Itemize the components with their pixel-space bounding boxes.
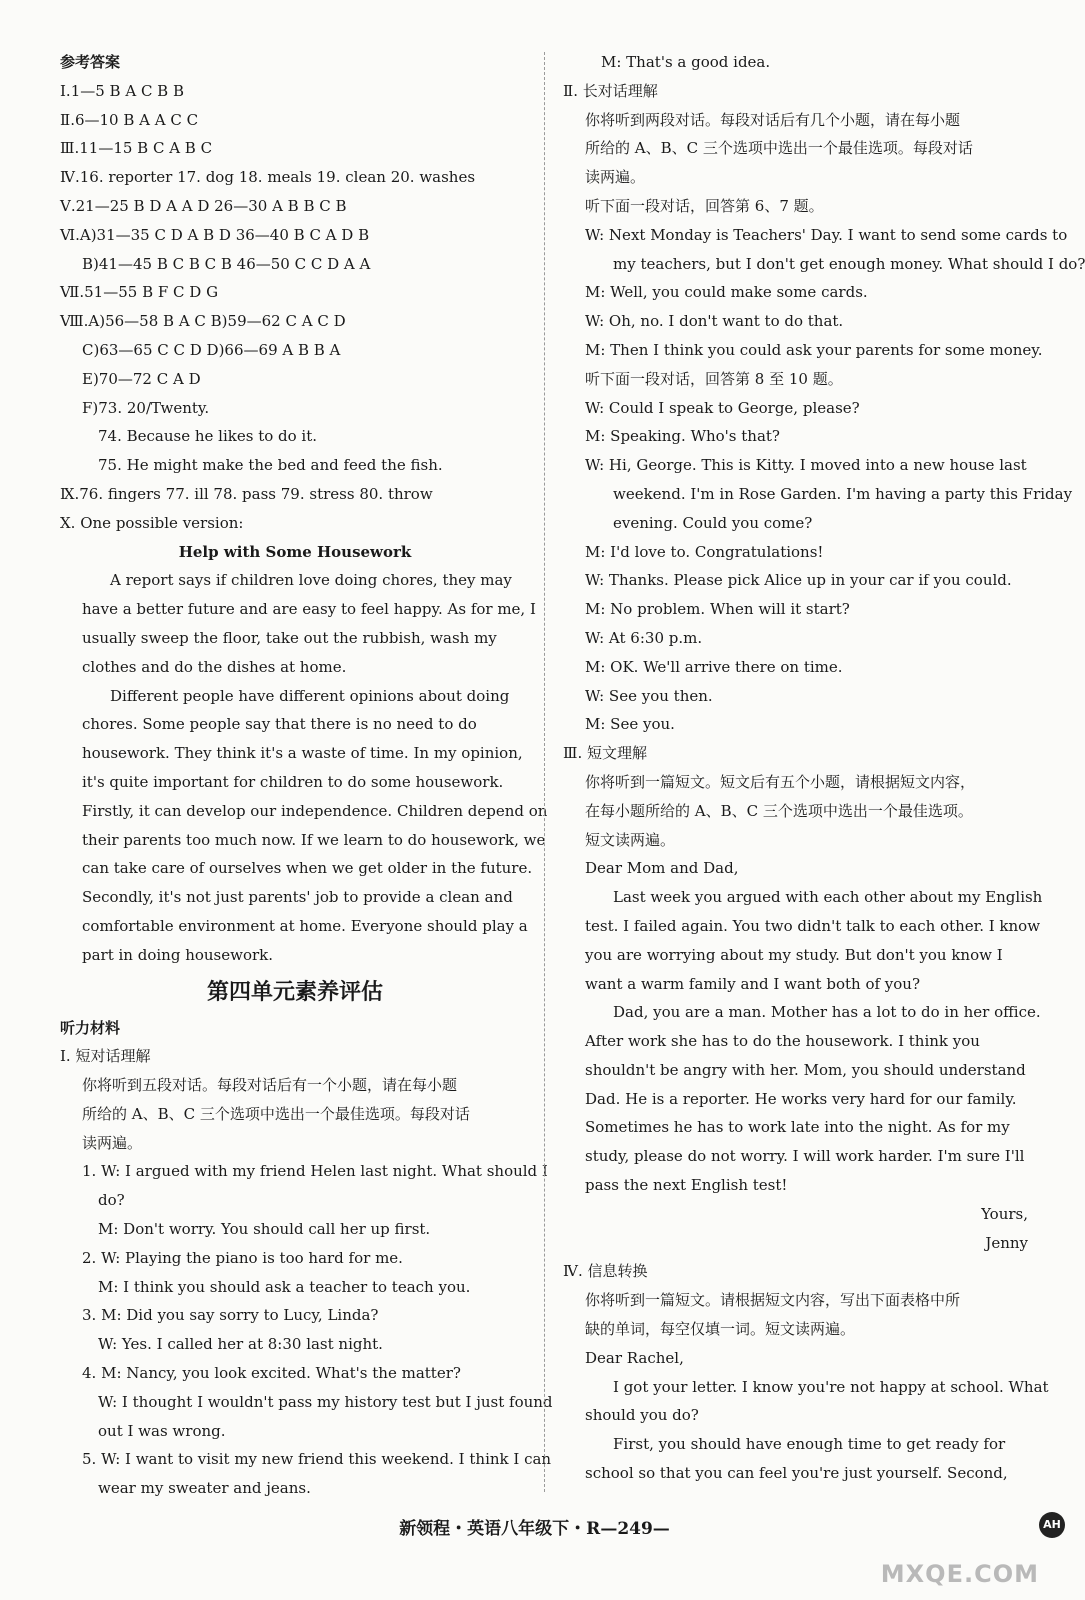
text-line: 你将听到五段对话。每段对话后有一个小题，请在每小题 <box>82 1076 458 1095</box>
text-line: study, please do not worry. I will work harder. I'm sure I'll <box>585 1147 1025 1166</box>
text-line: Secondly, it's not just parents' job to provide a clean and <box>82 888 513 907</box>
text-line: M: No problem. When will it start? <box>585 600 850 619</box>
text-line: Ⅸ.76. fingers 77. ill 78. pass 79. stress 80. throw <box>60 484 433 503</box>
text-line: wear my sweater and jeans. <box>98 1479 311 1498</box>
text-line: do? <box>98 1191 125 1210</box>
text-line: 第四单元素养评估 <box>206 978 383 1005</box>
text-line: clothes and do the dishes at home. <box>82 657 347 676</box>
text-line: their parents too much now. If we learn to do housework, we <box>82 830 546 849</box>
text-line: comfortable environment at home. Everyone should play a <box>82 916 528 935</box>
page-footer: 新领程・英语八年级下・R—249— <box>399 1519 670 1539</box>
text-line: have a better future and are easy to feel happy. As for me, I <box>82 600 536 619</box>
text-line: Ⅵ.A)31—35 C D A B D 36—40 B C A D B <box>60 225 370 244</box>
text-line: 听力材料 <box>60 1018 121 1037</box>
text-line: school so that you can feel you're just yourself. Second, <box>585 1464 1008 1483</box>
text-line: Ⅴ.21—25 B D A A D 26—30 A B B C B <box>60 196 347 215</box>
text-line: Firstly, it can develop our independence. Children depend on <box>82 801 548 820</box>
text-line: 听下面一段对话，回答第 6、7 题。 <box>585 196 824 215</box>
column-divider <box>544 52 545 1492</box>
text-line: C)63—65 C C D D)66—69 A B B A <box>82 340 341 359</box>
text-line: out I was wrong. <box>98 1421 226 1440</box>
text-line: M: That's a good idea. <box>601 53 771 71</box>
text-line: should you do? <box>585 1406 699 1425</box>
text-line: weekend. I'm in Rose Garden. I'm having a party this Friday <box>613 484 1073 503</box>
text-line: M: Then I think you could ask your parents for some money. <box>585 340 1043 359</box>
text-line: 75. He might make the bed and feed the fish. <box>98 456 443 475</box>
text-line: Dad. He is a reporter. He works very hard for our family. <box>585 1089 1017 1108</box>
text-line: Ⅱ. 长对话理解 <box>563 81 658 100</box>
text-line: 读两遍。 <box>82 1133 143 1152</box>
text-line: M: Well, you could make some cards. <box>585 283 868 302</box>
text-line: W: Thanks. Please pick Alice up in your car if you could. <box>585 571 1012 590</box>
text-line: Jenny <box>985 1233 1028 1252</box>
text-line: 2. W: Playing the piano is too hard for me. <box>82 1248 403 1267</box>
text-line: Last week you argued with each other about my English <box>613 888 1043 907</box>
text-line: evening. Could you come? <box>613 513 813 532</box>
text-line: 你将听到一篇短文。短文后有五个小题，请根据短文内容， <box>585 772 976 791</box>
text-line: 你将听到两段对话。每段对话后有几个小题，请在每小题 <box>585 110 961 129</box>
text-line: M: Don't worry. You should call her up first. <box>98 1220 431 1239</box>
text-line: Ⅶ.51—55 B F C D G <box>60 283 219 302</box>
text-line: 所给的 A、B、C 三个选项中选出一个最佳选项。每段对话 <box>585 139 973 158</box>
text-line: you are worrying about my study. But don't you know I <box>585 945 1003 964</box>
text-line: 所给的 A、B、C 三个选项中选出一个最佳选项。每段对话 <box>82 1104 470 1123</box>
text-line: M: OK. We'll arrive there on time. <box>585 657 843 676</box>
text-line: I got your letter. I know you're not happy at school. What <box>613 1377 1049 1396</box>
text-line: want a warm family and I want both of you? <box>585 974 921 993</box>
text-line: Different people have different opinions about doing <box>110 686 510 705</box>
text-line: W: I thought I wouldn't pass my history test but I just found <box>98 1392 553 1411</box>
text-line: M: I'd love to. Congratulations! <box>585 542 824 561</box>
text-line: Ⅷ.A)56—58 B A C B)59—62 C A C D <box>60 312 346 331</box>
text-line: W: Could I speak to George, please? <box>585 398 860 417</box>
text-line: Ⅲ.11—15 B C A B C <box>60 139 213 158</box>
text-line: Ⅲ. 短文理解 <box>563 744 648 763</box>
text-line: M: See you. <box>585 715 675 734</box>
text-line: Yours, <box>981 1204 1028 1223</box>
text-line: M: I think you should ask a teacher to teach you. <box>98 1277 471 1296</box>
text-line: M: Speaking. Who's that? <box>585 427 780 446</box>
text-line: 5. W: I want to visit my new friend this weekend. I think I can <box>82 1450 552 1469</box>
text-line: W: Yes. I called her at 8:30 last night. <box>98 1335 383 1354</box>
text-line: 4. M: Nancy, you look excited. What's the matter? <box>82 1364 461 1383</box>
text-line: 在每小题所给的 A、B、C 三个选项中选出一个最佳选项。 <box>585 801 973 820</box>
text-line: Dad, you are a man. Mother has a lot to do in her office. <box>613 1003 1041 1022</box>
left-column <box>60 48 553 1503</box>
text-line: chores. Some people say that there is no need to do <box>82 715 477 734</box>
text-line: W: Hi, George. This is Kitty. I moved into a new house last <box>585 456 1027 475</box>
text-line: F)73. 20/Twenty. <box>82 398 210 417</box>
text-line: it's quite important for children to do some housework. <box>82 772 504 791</box>
text-line: After work she has to do the housework. I think you <box>585 1032 980 1051</box>
text-line: Ⅰ. 短对话理解 <box>60 1047 151 1066</box>
text-line: Sometimes he has to work late into the night. As for my <box>585 1118 1010 1137</box>
text-line: E)70—72 C A D <box>82 369 201 388</box>
text-line: W: At 6:30 p.m. <box>585 628 703 647</box>
text-line: A report says if children love doing chores, they may <box>110 571 512 590</box>
text-line: Ⅰ.1—5 B A C B B <box>60 81 184 100</box>
text-line: part in doing housework. <box>82 945 274 964</box>
text-line: W: Next Monday is Teachers' Day. I want to send some cards to <box>585 225 1068 244</box>
text-line: Dear Mom and Dad, <box>585 859 739 878</box>
text-line: housework. They think it's a waste of time. In my opinion, <box>82 744 523 763</box>
text-line: W: See you then. <box>585 686 713 705</box>
text-line: 缺的单词，每空仅填一词。短文读两遍。 <box>585 1320 856 1339</box>
text-line: B)41—45 B C B C B 46—50 C C D A A <box>82 254 371 273</box>
text-line: 3. M: Did you say sorry to Lucy, Linda? <box>82 1306 379 1325</box>
text-line: 听下面一段对话，回答第 8 至 10 题。 <box>585 369 843 388</box>
text-line: Ⅱ.6—10 B A A C C <box>60 110 199 129</box>
region-badge: AH <box>1039 1512 1065 1538</box>
text-line: can take care of ourselves when we get older in the future. <box>82 859 533 878</box>
text-line: Help with Some Housework <box>178 542 412 561</box>
text-line: 你将听到一篇短文。请根据短文内容，写出下面表格中所 <box>585 1291 961 1310</box>
watermark-text: MXQE.COM <box>880 1560 1039 1588</box>
text-line: W: Oh, no. I don't want to do that. <box>585 312 844 331</box>
text-line: Dear Rachel, <box>585 1348 684 1367</box>
text-line: Ⅳ.16. reporter 17. dog 18. meals 19. clean 20. washes <box>60 168 476 187</box>
text-line: pass the next English test! <box>585 1176 788 1195</box>
text-line: 短文读两遍。 <box>585 830 676 849</box>
text-line: Ⅹ. One possible version: <box>60 513 244 532</box>
text-line: First, you should have enough time to get ready for <box>613 1435 1006 1454</box>
text-line: 参考答案 <box>60 53 121 71</box>
text-line: my teachers, but I don't get enough money. What should I do? <box>613 254 1085 273</box>
text-line: Ⅳ. 信息转换 <box>563 1262 648 1281</box>
text-line: test. I failed again. You two didn't talk to each other. I know <box>585 916 1041 935</box>
text-line: shouldn't be angry with her. Mom, you should understand <box>585 1060 1026 1079</box>
right-column <box>563 48 1085 1488</box>
text-line: usually sweep the floor, take out the rubbish, wash my <box>82 628 497 647</box>
text-line: 1. W: I argued with my friend Helen last night. What should I <box>82 1162 548 1181</box>
text-line: 读两遍。 <box>585 168 646 187</box>
text-line: 74. Because he likes to do it. <box>98 427 318 446</box>
